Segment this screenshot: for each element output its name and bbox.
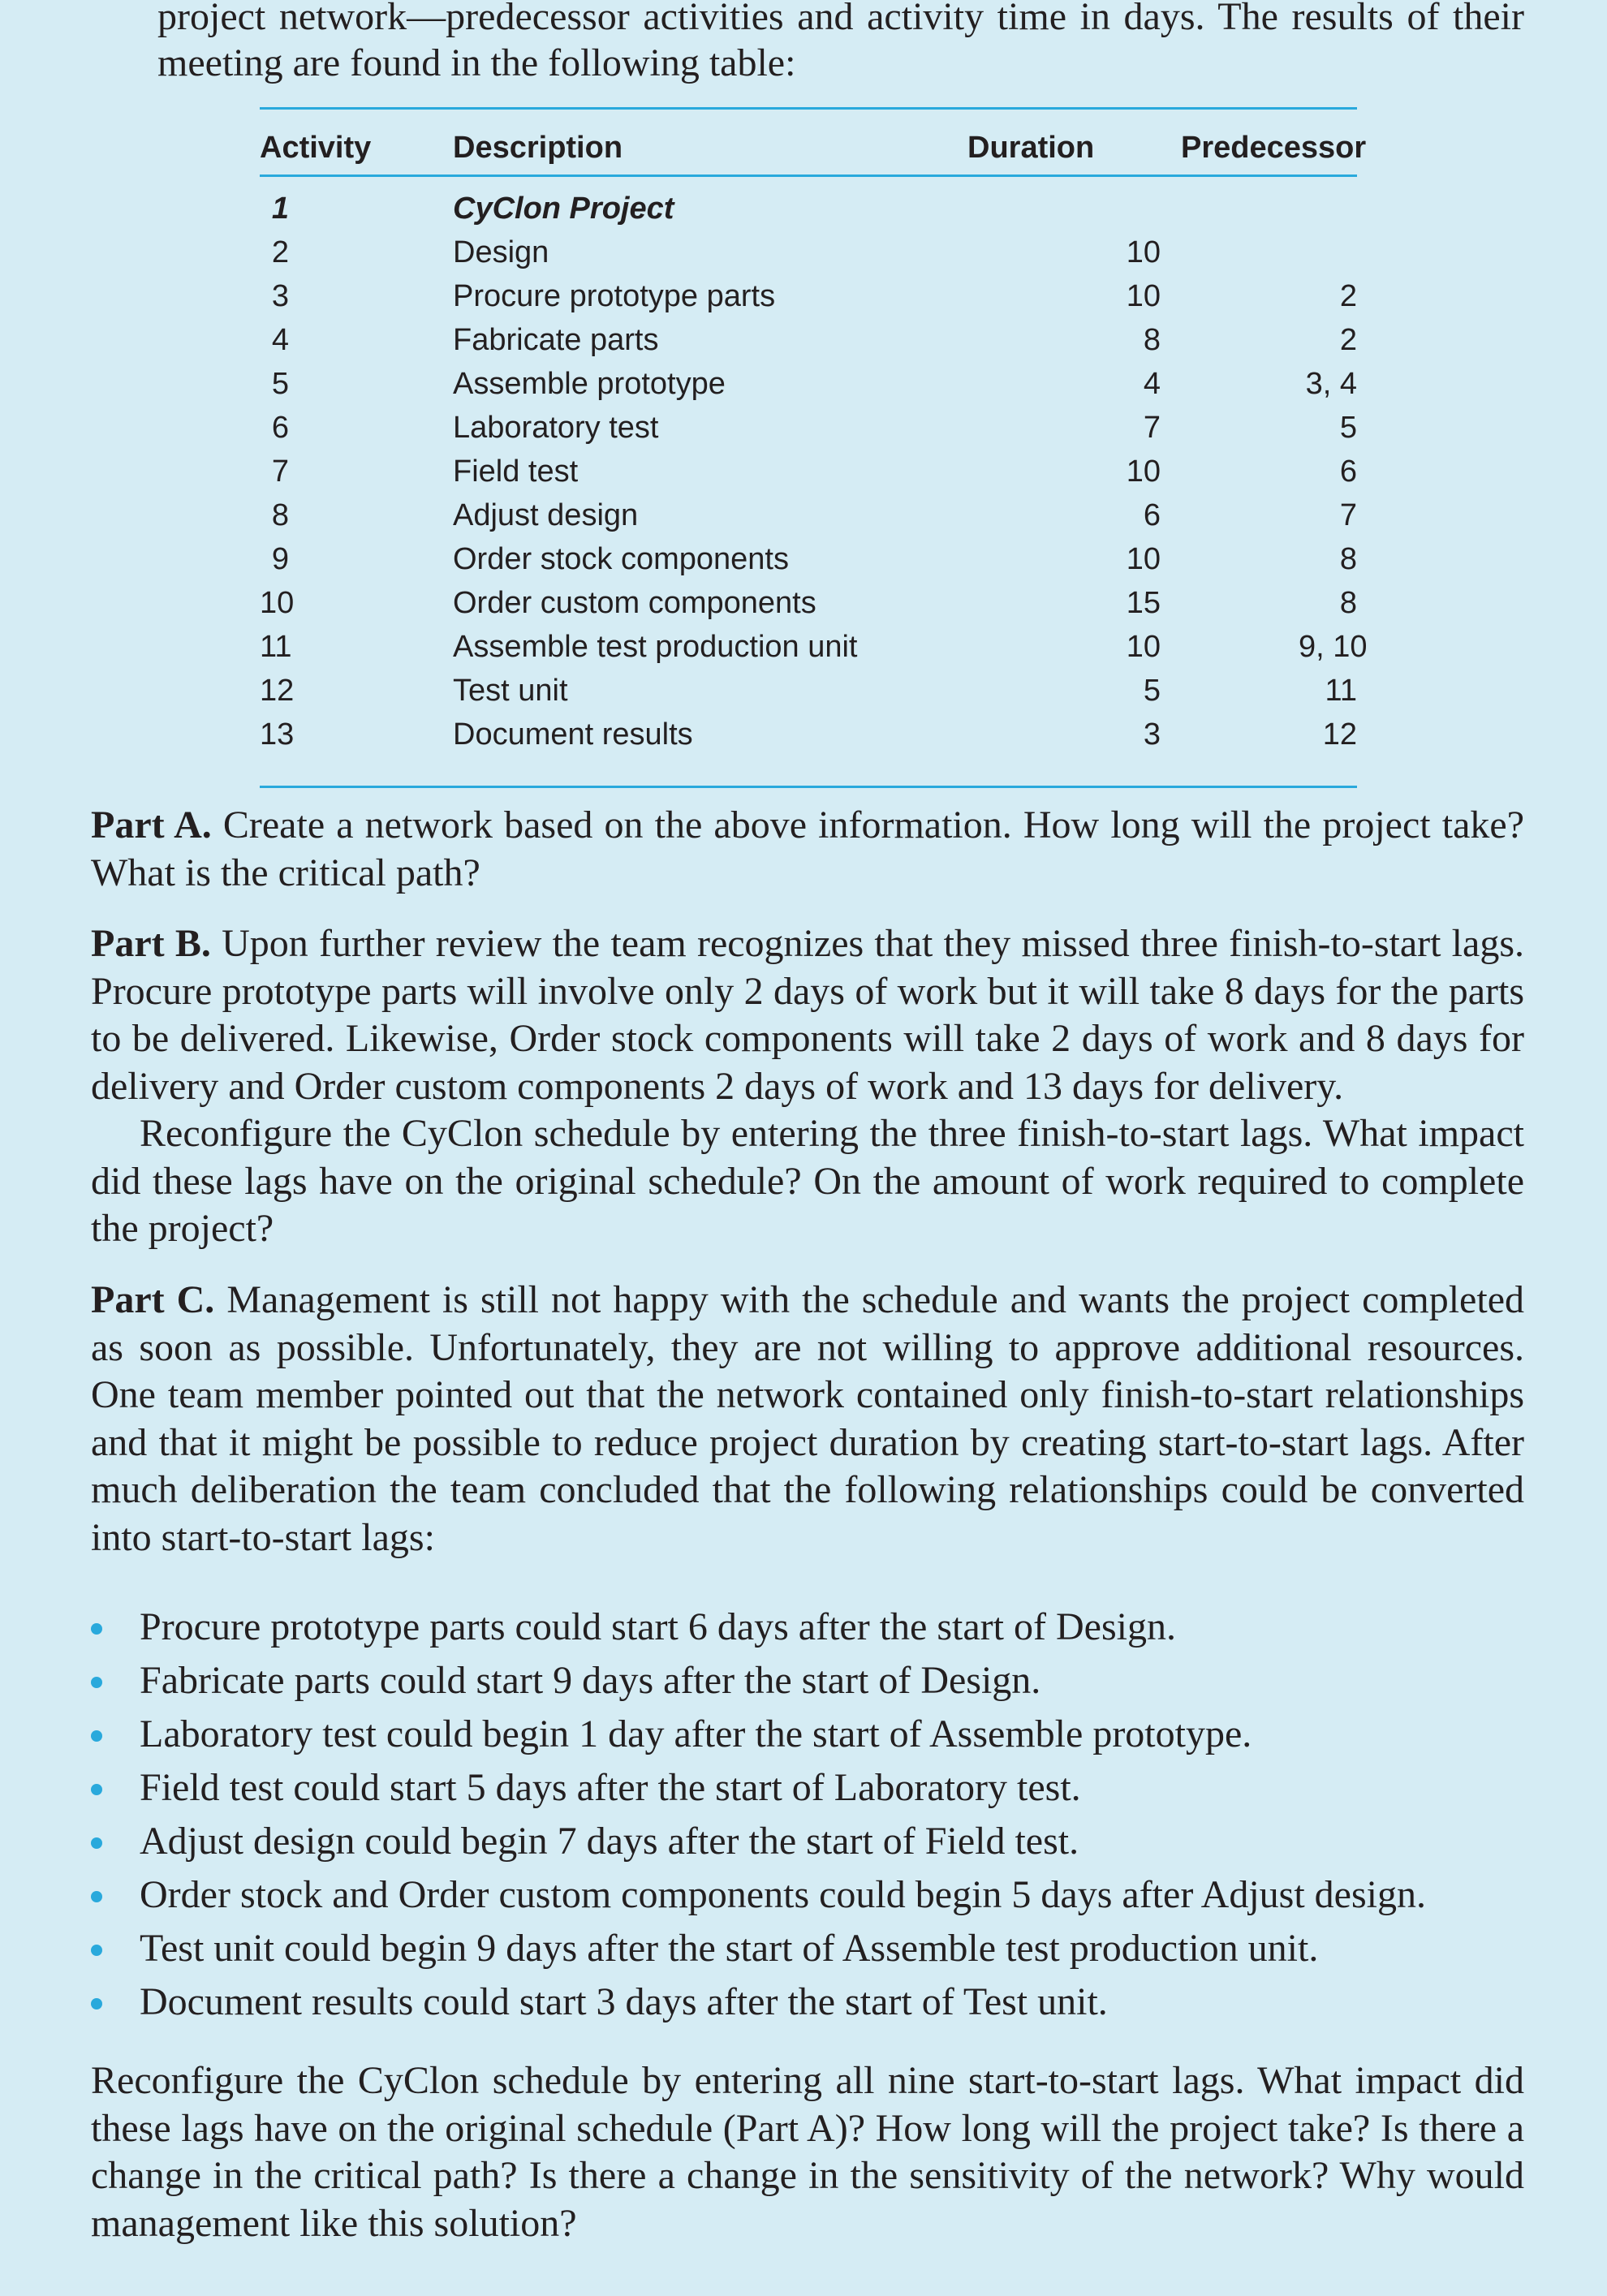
duration-cell: 10	[1126, 279, 1161, 313]
bullet-dot-icon	[91, 1837, 102, 1849]
part-a-paragraph	[91, 802, 1524, 897]
predecessor-cell: 6	[1339, 454, 1357, 489]
activity-cell: 8	[271, 498, 289, 532]
predecessor-cell: 12	[1322, 717, 1357, 752]
predecessor-cell: 7	[1339, 498, 1357, 532]
description-cell: Procure prototype parts	[453, 279, 776, 313]
table-header	[260, 110, 1367, 174]
table-row	[260, 279, 1357, 323]
header-duration: Duration	[967, 131, 1095, 165]
list-item	[91, 1868, 1524, 1922]
description-cell: Fabricate parts	[453, 323, 659, 357]
activity-cell: 13	[260, 717, 295, 752]
description-cell: Test unit	[453, 674, 568, 708]
description-cell: CyClon Project	[453, 192, 674, 226]
table-row	[260, 323, 1357, 367]
list-item	[91, 1922, 1524, 1975]
header-predecessor: Predecessor	[1181, 131, 1367, 165]
duration-cell: 3	[1143, 717, 1161, 752]
table-row	[260, 411, 1357, 454]
list-item-text: Fabricate parts could start 9 days after the start of Design.	[140, 1659, 1041, 1702]
list-item	[91, 1708, 1524, 1761]
intro-paragraph: project network—predecessor activities and activity time in days. The results of their meeting are found in the following table:	[157, 0, 1524, 84]
predecessor-cell: 3, 4	[1305, 367, 1357, 401]
list-item	[91, 1975, 1524, 2029]
duration-cell: 10	[1126, 454, 1161, 489]
table-row	[260, 192, 1357, 235]
duration-cell: 15	[1126, 586, 1161, 620]
activity-cell: 6	[271, 411, 289, 445]
list-item	[91, 1600, 1524, 1654]
bullet-dot-icon	[91, 1784, 102, 1795]
part-c-label: Part C.	[91, 1278, 215, 1321]
description-cell: Laboratory test	[453, 411, 659, 445]
table-row	[260, 367, 1357, 411]
description-cell: Order custom components	[453, 586, 816, 620]
activity-cell: 12	[260, 674, 295, 708]
list-item-text: Order stock and Order custom components could begin 5 days after Adjust design.	[140, 1873, 1426, 1916]
activity-cell: 7	[271, 454, 289, 489]
table-row	[260, 235, 1357, 279]
table-row	[260, 498, 1357, 542]
activity-cell: 9	[271, 542, 289, 576]
description-cell: Design	[453, 235, 549, 269]
part-a-text: Create a network based on the above information. How long will the project take? What is the critical path?	[91, 803, 1524, 894]
description-cell: Assemble prototype	[453, 367, 726, 401]
list-item-text: Adjust design could begin 7 days after the start of Field test.	[140, 1820, 1079, 1863]
part-c-paragraph	[91, 1277, 1524, 1562]
header-description: Description	[453, 131, 623, 165]
list-item	[91, 1761, 1524, 1815]
predecessor-cell: 8	[1339, 542, 1357, 576]
activity-cell: 2	[271, 235, 289, 269]
description-cell: Order stock components	[453, 542, 789, 576]
table-row	[260, 717, 1357, 761]
part-b-text: Upon further review the team recognizes that they missed three finish-to-start lags. Procure prototype parts will involve only 2 days of work but it will take 8 days for the parts to be delivered. Likewise, Order stock components will take 2 days of work and 8 days for delivery and Order custom components 2 days of work and 13 days for delivery.	[91, 922, 1525, 1108]
list-item-text: Test unit could begin 9 days after the start of Assemble test production unit.	[140, 1927, 1319, 1970]
table-row	[260, 542, 1357, 586]
closing-paragraph: Reconfigure the CyClon schedule by entering all nine start-to-start lags. What impact did these lags have on the original schedule (Part A)? How long will the project take? Is there a change in the critical path? Is there a change in the sensitivity of the network? Why would management like this solution?	[91, 2059, 1524, 2245]
part-a-label: Part A.	[91, 803, 212, 846]
bullet-dot-icon	[91, 1945, 102, 1956]
duration-cell: 8	[1143, 323, 1161, 357]
activity-cell: 4	[271, 323, 289, 357]
description-cell: Document results	[453, 717, 693, 752]
list-item-text: Field test could start 5 days after the start of Laboratory test.	[140, 1766, 1081, 1809]
activity-cell: 11	[260, 630, 292, 664]
activity-cell: 5	[271, 367, 289, 401]
lag-list	[91, 1600, 1524, 2029]
duration-cell: 4	[1143, 367, 1161, 401]
description-cell: Field test	[453, 454, 579, 489]
table-body	[260, 177, 1368, 786]
list-item	[91, 1815, 1524, 1868]
part-b-label: Part B.	[91, 922, 211, 965]
table-row	[260, 674, 1357, 717]
duration-cell: 6	[1143, 498, 1161, 532]
duration-cell: 7	[1143, 411, 1161, 445]
bullet-dot-icon	[91, 1623, 102, 1635]
part-b-text-2: Reconfigure the CyClon schedule by entering the three finish-to-start lags. What impact did these lags have on the original schedule? On the amount of work required to complete the project?	[91, 1112, 1524, 1250]
duration-cell: 10	[1126, 630, 1161, 664]
table-row	[260, 586, 1357, 630]
activity-cell: 10	[260, 586, 295, 620]
predecessor-cell: 8	[1339, 586, 1357, 620]
list-item-text: Laboratory test could begin 1 day after the start of Assemble prototype.	[140, 1712, 1252, 1755]
predecessor-cell: 9, 10	[1299, 630, 1368, 664]
duration-cell: 5	[1143, 674, 1161, 708]
description-cell: Assemble test production unit	[453, 630, 858, 664]
header-activity: Activity	[260, 131, 372, 165]
part-c-text: Management is still not happy with the schedule and wants the project completed as soon as possible. Unfortunately, they are not willing to approve additional resources. One team member pointed out that the network contained only finish-to-start relationships and that it might be possible to reduce project duration by creating start-to-start lags. After much deliberation the team concluded that the following relationships could be converted into start-to-start lags:	[91, 1278, 1524, 1559]
bullet-dot-icon	[91, 1891, 102, 1902]
bullet-dot-icon	[91, 1998, 102, 2010]
activity-table	[260, 107, 1368, 788]
table-row	[260, 630, 1368, 674]
list-item	[91, 1654, 1524, 1708]
duration-cell: 10	[1126, 542, 1161, 576]
bullet-dot-icon	[91, 1677, 102, 1688]
predecessor-cell: 5	[1339, 411, 1357, 445]
predecessor-cell: 11	[1325, 674, 1357, 708]
part-b-paragraph	[91, 920, 1524, 1253]
list-item-text: Procure prototype parts could start 6 days after the start of Design.	[140, 1605, 1176, 1648]
bullet-dot-icon	[91, 1730, 102, 1742]
table-bottom-rule	[260, 786, 1357, 788]
predecessor-cell: 2	[1339, 279, 1357, 313]
table-row	[260, 454, 1357, 498]
activity-cell: 3	[271, 279, 289, 313]
description-cell: Adjust design	[453, 498, 639, 532]
activity-cell: 1	[271, 192, 289, 226]
predecessor-cell: 2	[1339, 323, 1357, 357]
list-item-text: Document results could start 3 days after the start of Test unit.	[140, 1980, 1108, 2023]
duration-cell: 10	[1126, 235, 1161, 269]
